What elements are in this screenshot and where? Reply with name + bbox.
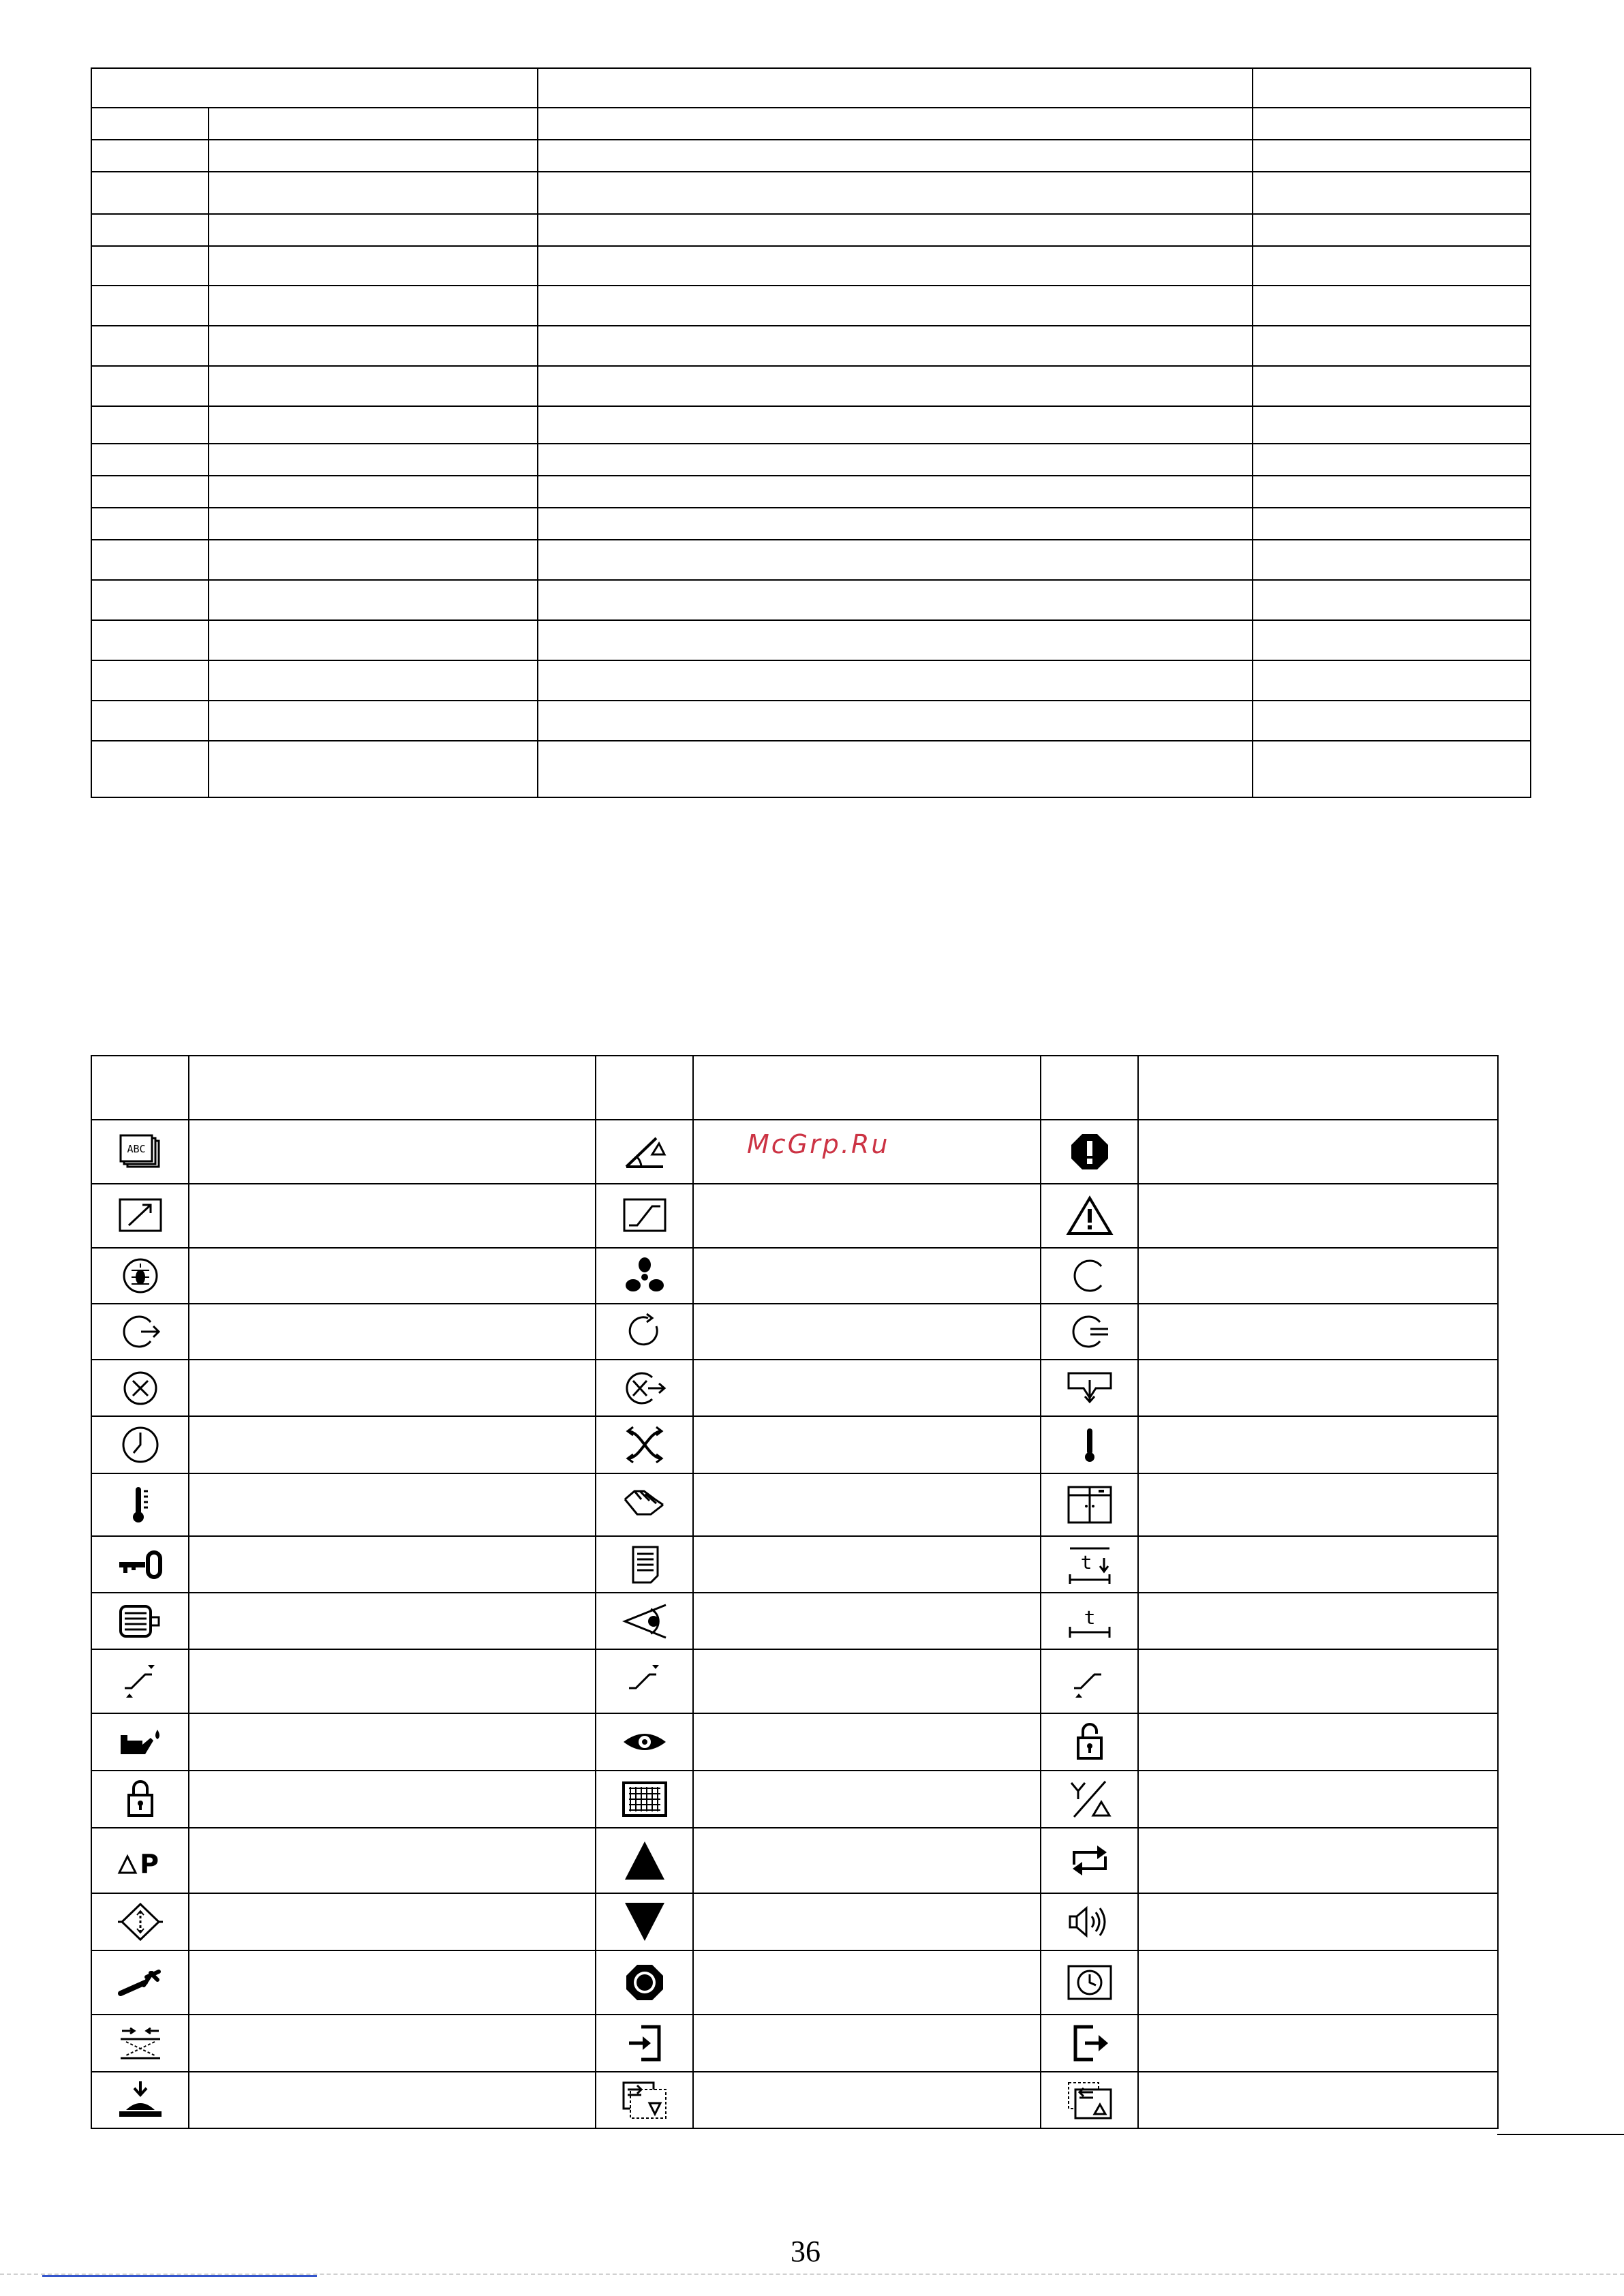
table-cell [189,1304,596,1360]
table-cell [189,2072,596,2128]
table-cell [1138,1536,1498,1593]
table-cell [91,108,209,140]
icon-cell [596,1893,693,1950]
warning-triangle-icon [1066,1195,1114,1236]
table-cell [209,660,538,701]
icon-cell [596,1416,693,1473]
icon-cell [91,1184,189,1248]
table-row [91,246,1531,286]
table-cell [693,1360,1041,1416]
table-cell [91,366,209,406]
table-cell [91,508,209,540]
table-cell [209,326,538,366]
transfer-up-icon [1066,2080,1114,2121]
crossing-arrows-icon [621,1424,669,1465]
table-cell [538,540,1253,580]
table-row [91,326,1531,366]
table-cell [1138,1893,1498,1950]
table-cell [538,366,1253,406]
icon-cell [596,1593,693,1649]
table-cell [1253,444,1531,476]
oil-can-icon [117,1721,164,1762]
table-cell [91,580,209,620]
icon-cell [91,2015,189,2072]
table-cell [693,1771,1041,1828]
table-cell [209,286,538,326]
table-row [91,741,1531,797]
icon-cell [91,1360,189,1416]
icon-cell [1041,1184,1138,1248]
table-cell [209,366,538,406]
refresh-circle-icon [621,1311,669,1352]
clock-icon [117,1424,164,1465]
table-cell [1138,1120,1498,1184]
icon-cell [91,1771,189,1828]
table-cell [91,172,209,214]
wrench-icon [117,1962,164,2003]
table-extension-line [1497,2134,1624,2135]
clock-box-icon [1066,1962,1114,2003]
icon-row [91,1304,1498,1360]
svg-text:ABC: ABC [126,1143,146,1155]
table-cell [1253,540,1531,580]
table-cell [209,444,538,476]
repeat-arrows-icon [1066,1840,1114,1881]
timer-t-icon [1066,1601,1114,1642]
diamond-arrows-icon [117,1901,164,1942]
icon-row [91,2015,1498,2072]
table-cell [189,1120,596,1184]
icon-cell [596,1304,693,1360]
cross-circle-arrow-icon [621,1368,669,1409]
table-row [91,286,1531,326]
padlock-icon [117,1779,164,1820]
table-cell [189,2015,596,2072]
table-cell [1253,214,1531,246]
hopper-down-icon [1066,1368,1114,1409]
icon-cell [91,1304,189,1360]
table-cell [538,326,1253,366]
table-cell [209,214,538,246]
table-cell [693,1713,1041,1771]
table-cell [91,741,209,797]
table-cell [1253,172,1531,214]
table-cell [189,1360,596,1416]
svg-text:t: t [1080,1550,1092,1574]
table-cell [538,580,1253,620]
table-cell [209,406,538,444]
icon-cell [596,1473,693,1536]
icon-cell [596,1649,693,1713]
cross-circle-icon [117,1368,164,1409]
table-cell [209,701,538,741]
table-cell [91,1056,189,1120]
icon-cell [1041,2015,1138,2072]
table-cell [538,214,1253,246]
table-cell [189,1713,596,1771]
circle-equals-icon [1066,1311,1114,1352]
table-cell [91,444,209,476]
watermark: McGrp.Ru [747,1129,890,1159]
icon-cell [596,1184,693,1248]
triangle-down-icon [621,1901,669,1942]
table-row [91,366,1531,406]
cabinet-icon [1066,1484,1114,1525]
table-cell [91,286,209,326]
icon-row [91,1649,1498,1713]
table-cell [693,2015,1041,2072]
icon-cell [1041,1593,1138,1649]
table-cell [1253,741,1531,797]
table-cell [189,1473,596,1536]
icon-cell [1041,2072,1138,2128]
svg-text:P: P [139,1849,159,1879]
table-cell [538,741,1253,797]
table-cell [538,68,1253,108]
table-cell [91,476,209,508]
icon-cell [91,1473,189,1536]
table-cell [538,140,1253,172]
icon-row [91,1248,1498,1304]
svg-text:t: t [1084,1606,1095,1629]
padlock-open-icon [1066,1721,1114,1762]
table-cell [1138,1950,1498,2015]
icon-row [91,1473,1498,1536]
icon-cell [1041,1473,1138,1536]
table-cell [693,2072,1041,2128]
table-cell [693,1304,1041,1360]
page-number: 36 [791,2235,821,2268]
icon-cell [596,2015,693,2072]
login-icon [621,2023,669,2064]
icon-row [91,1536,1498,1593]
motor-icon [117,1601,164,1642]
table-row [91,580,1531,620]
table-row [91,172,1531,214]
icon-cell [1041,1771,1138,1828]
footer-link[interactable] [42,2275,317,2277]
table-row [91,406,1531,444]
table-cell [1138,2015,1498,2072]
logout-icon [1066,2023,1114,2064]
icon-cell [91,1950,189,2015]
icon-cell [596,1771,693,1828]
table-cell [1138,1828,1498,1893]
table-cell [538,476,1253,508]
table-cell [209,580,538,620]
table-cell [91,540,209,580]
table-cell [91,326,209,366]
bug-circle-icon [117,1255,164,1296]
icon-cell [596,1950,693,2015]
icon-cell [1041,1248,1138,1304]
table-cell [1253,326,1531,366]
table-row [91,108,1531,140]
icon-cell [596,1120,693,1184]
table-cell [1253,108,1531,140]
table-cell [91,660,209,701]
switch-down-icon [1066,1661,1114,1702]
table-cell [538,172,1253,214]
thermometer-scale-icon [117,1484,164,1525]
icon-cell [1041,1304,1138,1360]
table-cell [1138,1593,1498,1649]
icon-cell [1041,1536,1138,1593]
table-cell [1253,580,1531,620]
keypad-grid-icon [621,1779,669,1820]
table-cell [1253,286,1531,326]
table-row [91,444,1531,476]
icon-cell [596,1828,693,1893]
table-cell [1253,366,1531,406]
table-cell [209,108,538,140]
fan-icon [621,1255,669,1296]
icon-cell [1041,1360,1138,1416]
table-cell [693,1950,1041,2015]
table-row [91,140,1531,172]
switch-both-icon [117,1661,164,1702]
icon-row [91,2072,1498,2128]
ramp-box-icon [621,1195,669,1236]
table-cell [538,660,1253,701]
icon-cell [1041,1828,1138,1893]
table-cell [189,1649,596,1713]
table-cell [538,701,1253,741]
icon-cell [1041,1950,1138,2015]
table-cell [1138,1248,1498,1304]
thermometer-icon [1066,1424,1114,1465]
switch-up-icon [621,1661,669,1702]
speaker-icon [1066,1901,1114,1942]
triangle-up-icon [621,1840,669,1881]
table-row [91,701,1531,741]
table-cell [1253,246,1531,286]
table-cell [189,1056,596,1120]
table-cell [693,1416,1041,1473]
eye-icon [621,1721,669,1762]
eye-cone-icon [621,1601,669,1642]
icon-cell [91,1828,189,1893]
table-cell [538,108,1253,140]
icon-cell [1041,1649,1138,1713]
table-cell [209,540,538,580]
icon-cell [91,1120,189,1184]
table-cell [1253,68,1531,108]
table-cell [1253,140,1531,172]
icon-cell [91,1713,189,1771]
table-row [91,540,1531,580]
icon-cell [596,1536,693,1593]
table-cell [1138,1713,1498,1771]
icon-cell [596,1248,693,1304]
table-cell [538,508,1253,540]
table-cell [538,286,1253,326]
icon-row [91,1593,1498,1649]
arrow-up-right-box-icon [117,1195,164,1236]
table-cell [693,1893,1041,1950]
table-cell [693,1828,1041,1893]
delta-p-icon [117,1840,164,1881]
table-row [91,660,1531,701]
table-cell [596,1056,693,1120]
table-cell [91,140,209,172]
table-cell [538,620,1253,660]
icon-cell [91,1593,189,1649]
table-cell [693,1473,1041,1536]
table-cell [189,1828,596,1893]
icon-row [91,1416,1498,1473]
table-cell [1138,1304,1498,1360]
filter-icon [117,2023,164,2064]
icon-cell [91,1416,189,1473]
stop-octagon-icon [1066,1131,1114,1172]
icon-row [91,1828,1498,1893]
table-cell [693,1248,1041,1304]
table-row [91,476,1531,508]
icon-row [91,1771,1498,1828]
table-cell [91,701,209,741]
table-cell [91,246,209,286]
table-cell [693,1649,1041,1713]
table-header-row [91,68,1531,108]
table-cell [693,1593,1041,1649]
table-cell [189,1593,596,1649]
table-cell [209,172,538,214]
icon-cell [596,2072,693,2128]
table-cell [1253,406,1531,444]
icon-cell [596,1713,693,1771]
table-cell [1253,660,1531,701]
table-cell [209,620,538,660]
timer-t-down-icon [1066,1544,1114,1585]
table-cell [693,1184,1041,1248]
table-cell [189,1416,596,1473]
icon-cell [91,1536,189,1593]
table-cell [1253,476,1531,508]
table-cell [189,1248,596,1304]
table-row [91,620,1531,660]
emergency-button-icon [621,1962,669,2003]
table-cell [1138,1771,1498,1828]
icon-row [91,1950,1498,2015]
document-icon [621,1544,669,1585]
upper-table [91,67,1531,798]
table-cell [91,620,209,660]
table-row [91,214,1531,246]
icon-cell [91,1248,189,1304]
load-machine-icon [117,2080,164,2121]
table-cell [693,1536,1041,1593]
table-cell [1138,1056,1498,1120]
table-cell [538,246,1253,286]
table-cell [91,214,209,246]
table-cell [1138,1360,1498,1416]
icon-cell [91,1649,189,1713]
table-cell [538,406,1253,444]
icon-cell [91,2072,189,2128]
star-delta-icon [1066,1779,1114,1820]
open-circle-icon [1066,1255,1114,1296]
angle-delta-icon [621,1131,669,1172]
circle-arrow-right-icon [117,1311,164,1352]
icon-cell [1041,1416,1138,1473]
hand-icon [621,1484,669,1525]
abc-pages-icon [117,1131,164,1172]
table-cell [209,476,538,508]
icon-row [91,1360,1498,1416]
transfer-down-icon [621,2080,669,2121]
table-cell [209,508,538,540]
table-cell [538,444,1253,476]
icon-cell [1041,1120,1138,1184]
table-cell [91,406,209,444]
icon-row [91,1184,1498,1248]
icon-cell [1041,1893,1138,1950]
table-cell [189,1184,596,1248]
icon-cell [596,1360,693,1416]
icon-table-header-row [91,1056,1498,1120]
table-cell [1138,1184,1498,1248]
icon-row [91,1893,1498,1950]
table-cell [1138,1473,1498,1536]
icon-cell [1041,1713,1138,1771]
table-cell [1253,620,1531,660]
table-cell [1138,2072,1498,2128]
icon-cell [91,1893,189,1950]
table-cell [209,246,538,286]
key-icon [117,1544,164,1585]
icon-table [91,1055,1499,2129]
table-cell [1253,508,1531,540]
table-cell [693,1056,1041,1120]
table-cell [189,1536,596,1593]
table-cell [189,1893,596,1950]
table-cell [1138,1416,1498,1473]
table-cell [1041,1056,1138,1120]
table-cell [1253,701,1531,741]
table-cell [91,68,538,108]
table-cell [189,1771,596,1828]
table-cell [1138,1649,1498,1713]
icon-row [91,1713,1498,1771]
table-cell [209,741,538,797]
table-cell [189,1950,596,2015]
table-cell [209,140,538,172]
table-row [91,508,1531,540]
